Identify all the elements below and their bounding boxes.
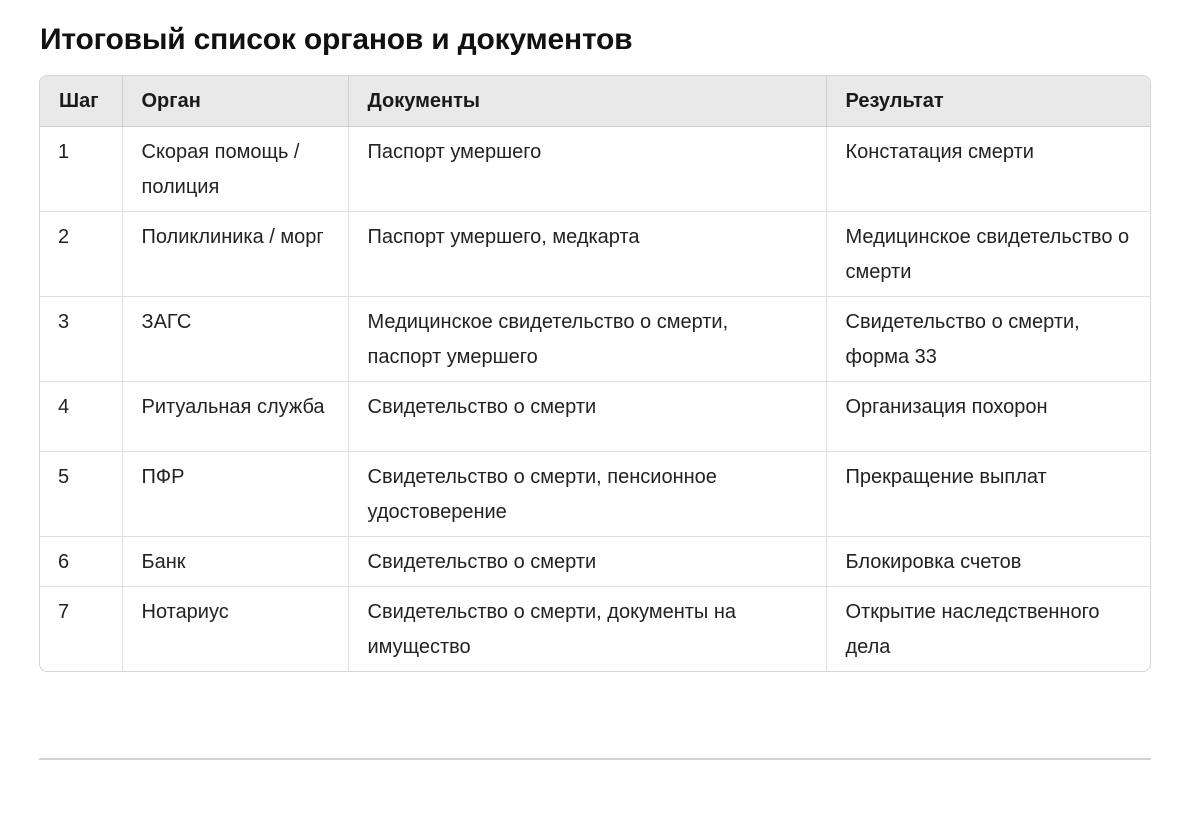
cell-result: Прекращение выплат: [826, 452, 1150, 537]
cell-documents: Свидетельство о смерти: [348, 382, 826, 452]
cell-result: Блокировка счетов: [826, 537, 1150, 587]
page-title: Итоговый список органов и документов: [40, 23, 633, 56]
cell-step: 7: [40, 587, 122, 672]
cell-step: 4: [40, 382, 122, 452]
table-body: [40, 127, 1150, 672]
cell-step: 1: [40, 127, 122, 212]
cell-step: 3: [40, 297, 122, 382]
table-row: [40, 587, 1150, 672]
cell-result: Свидетельство о смерти, форма 33: [826, 297, 1150, 382]
cell-documents: Свидетельство о смерти: [348, 537, 826, 587]
cell-documents: Свидетельство о смерти, документы на имущество: [348, 587, 826, 672]
cell-organ: Скорая помощь / полиция: [122, 127, 348, 212]
table-header-row: [40, 76, 1150, 127]
table-row: [40, 382, 1150, 452]
cell-step: 2: [40, 212, 122, 297]
cell-organ: Банк: [122, 537, 348, 587]
header-result: Результат: [826, 76, 1150, 127]
cell-organ: ПФР: [122, 452, 348, 537]
cell-result: Организация похорон: [826, 382, 1150, 452]
cell-step: 6: [40, 537, 122, 587]
table-row: [40, 452, 1150, 537]
table-row: [40, 212, 1150, 297]
table-row: [40, 537, 1150, 587]
cell-organ: Нотариус: [122, 587, 348, 672]
cell-result: Открытие наследственного дела: [845, 601, 1100, 658]
header-organ: Орган: [122, 76, 348, 127]
table-header: [40, 76, 1150, 127]
cell-documents: Медицинское свидетельство о смерти, паспорт умершего: [348, 297, 826, 382]
summary-table: [40, 76, 1150, 671]
summary-table-container: [39, 75, 1151, 672]
cell-documents: Паспорт умершего, медкарта: [348, 212, 826, 297]
cell-step: 5: [40, 452, 122, 537]
cell-result: Медицинское свидетельство о смерти: [826, 212, 1150, 297]
cell-documents: Свидетельство о смерти, пенсионное удостоверение: [348, 452, 826, 537]
cell-organ: Ритуальная служба: [122, 382, 348, 452]
cell-documents: Паспорт умершего: [348, 127, 826, 212]
header-step: Шаг: [40, 76, 122, 127]
horizontal-divider: [39, 758, 1151, 760]
cell-organ: Поликлиника / морг: [122, 212, 348, 297]
cell-result: Констатация смерти: [826, 127, 1150, 212]
header-documents: Документы: [348, 76, 826, 127]
table-row: [40, 297, 1150, 382]
table-row: [40, 127, 1150, 212]
cell-organ: ЗАГС: [122, 297, 348, 382]
